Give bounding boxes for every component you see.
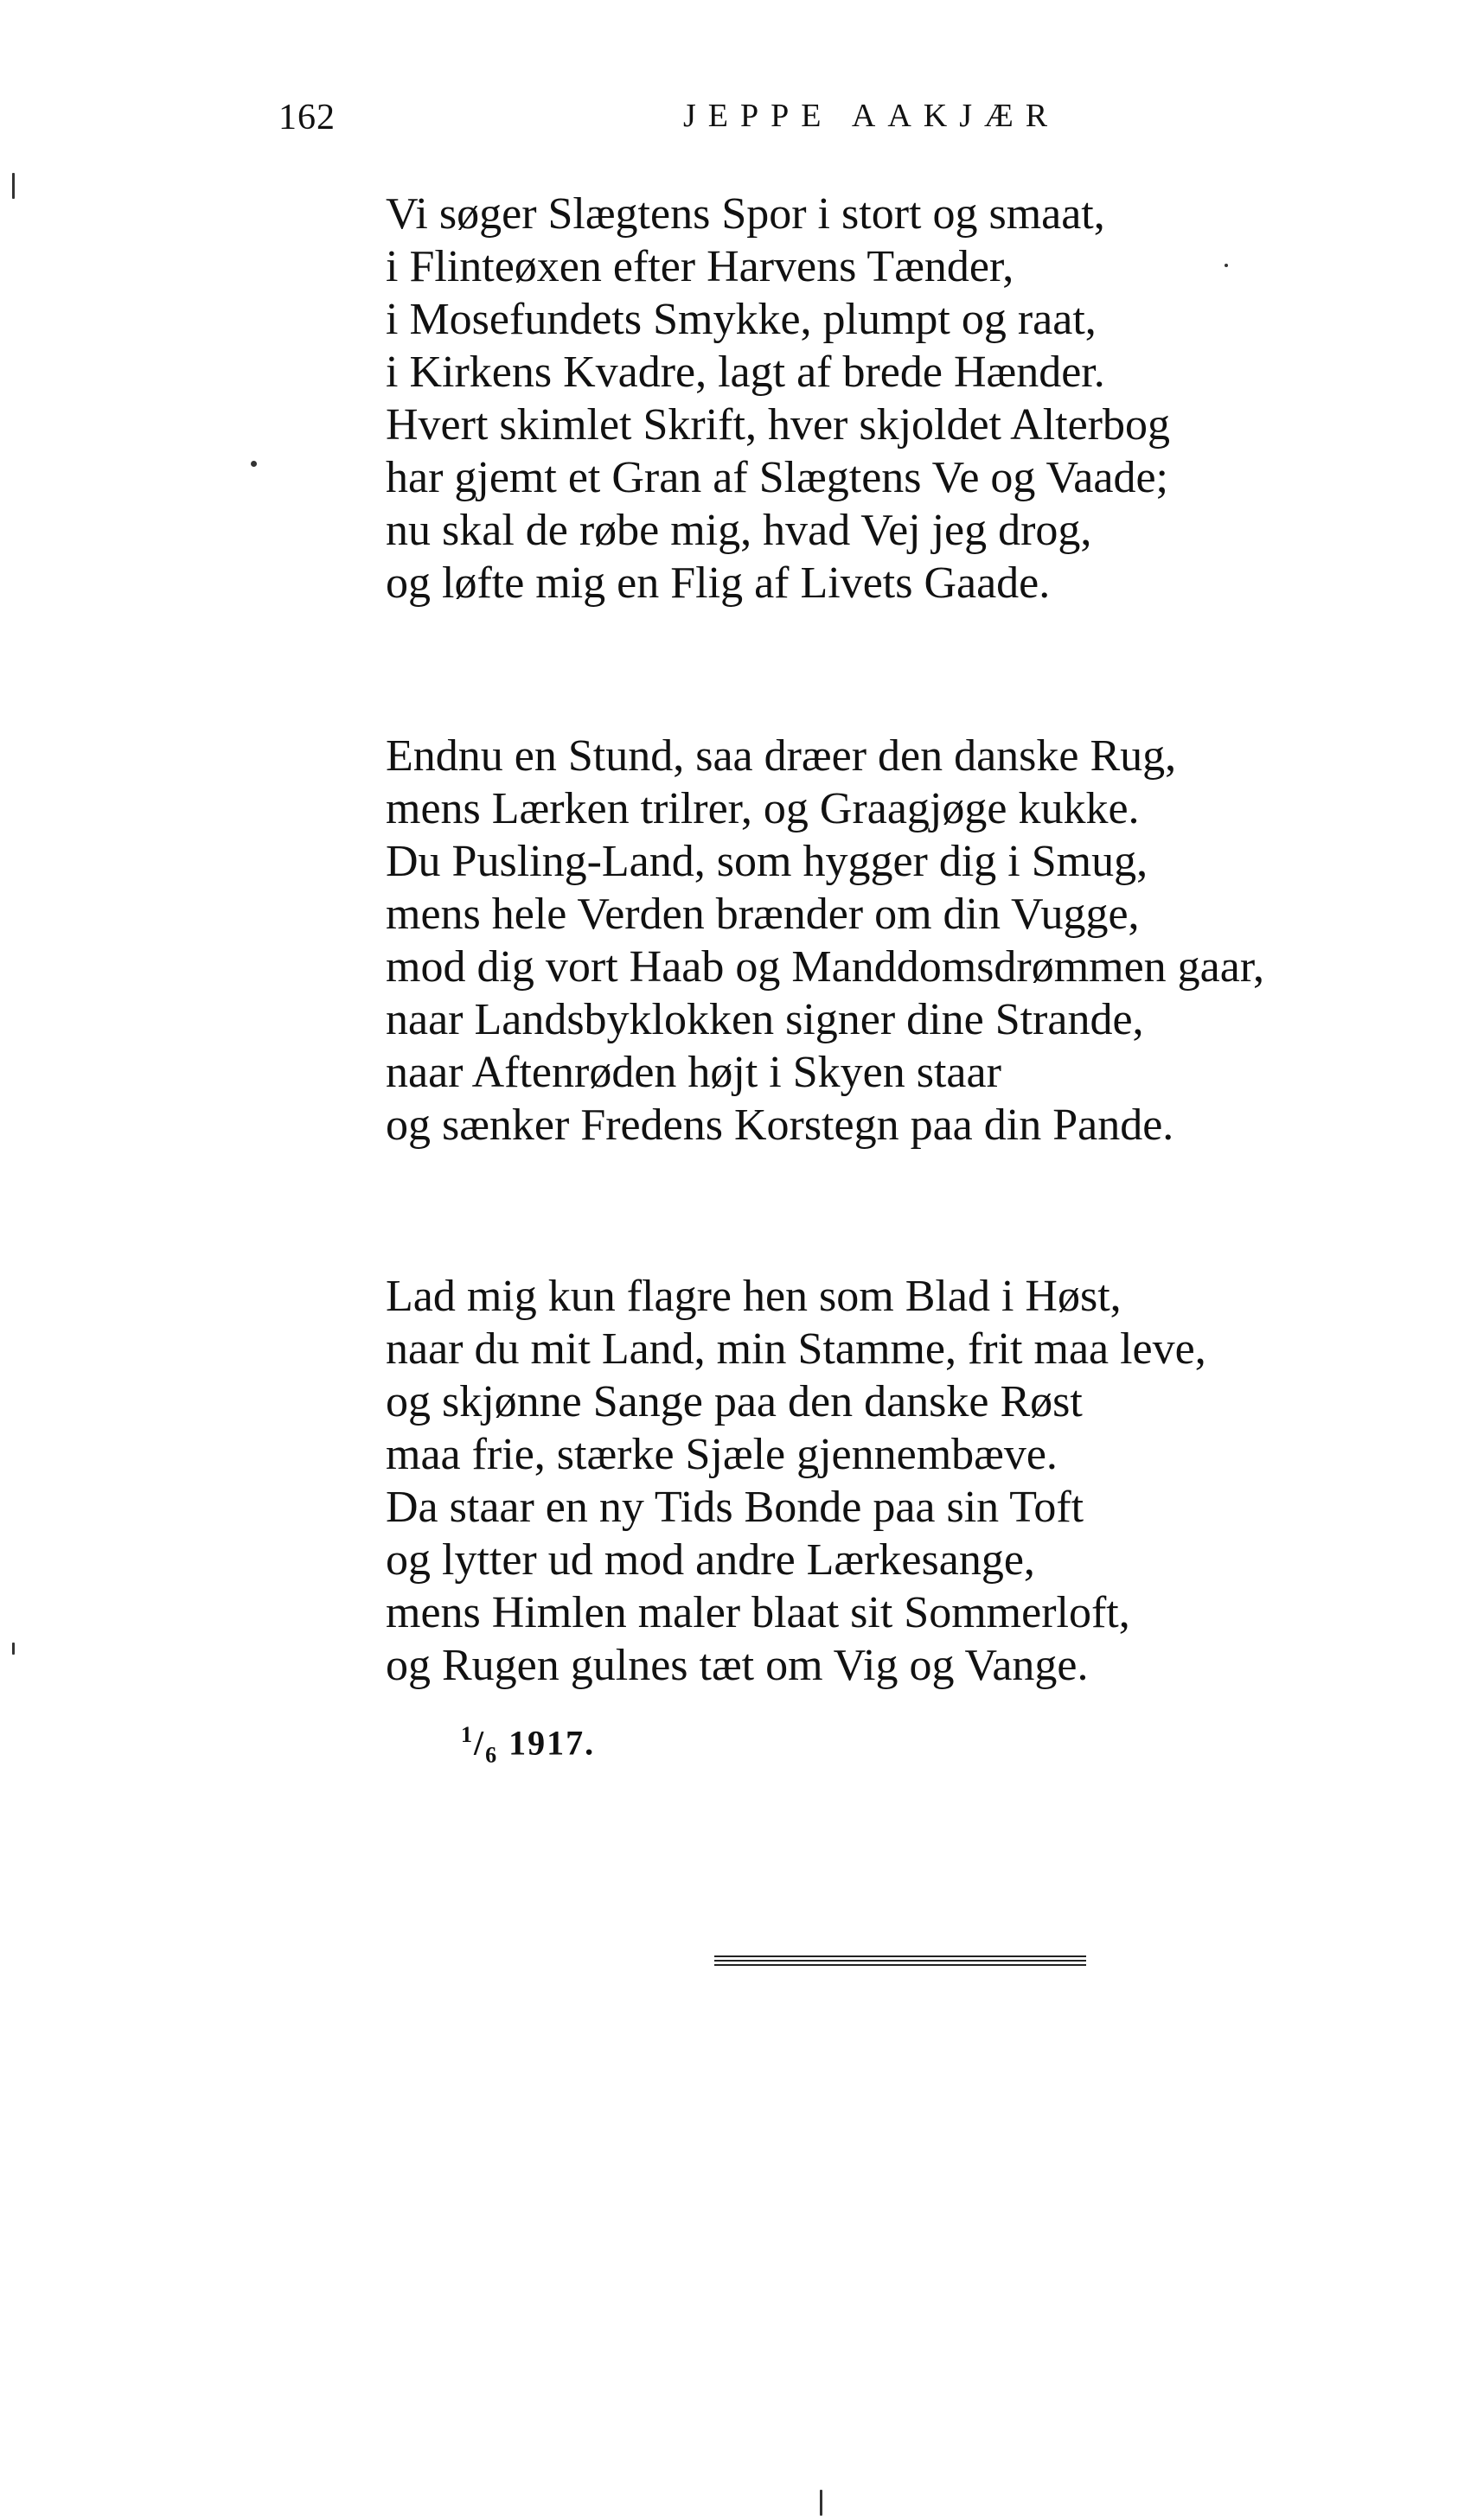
stanza-2 xyxy=(386,730,1264,1152)
poem-line: mod dig vort Haab og Manddomsdrømmen gaar, xyxy=(386,942,1265,992)
ink-speck xyxy=(12,1643,15,1655)
ink-speck xyxy=(12,173,15,199)
poem-line: naar du mit Land, min Stamme, frit maa leve, xyxy=(386,1324,1206,1374)
ink-speck xyxy=(251,461,257,467)
poem-line: Du Pusling-Land, som hygger dig i Smug, xyxy=(386,837,1148,886)
poem-line: Hvert skimlet Skrift, hver skjoldet Alterbog xyxy=(386,400,1170,450)
date-numerator: 1 xyxy=(461,1722,474,1747)
page-number: 162 xyxy=(278,98,336,137)
rule-line xyxy=(714,1964,1086,1966)
poem-line: og sænker Fredens Korstegn paa din Pande. xyxy=(386,1101,1174,1150)
rule-line xyxy=(714,1960,1086,1962)
date-year: 1917. xyxy=(508,1723,596,1763)
poem-line: Vi søger Slægtens Spor i stort og smaat, xyxy=(386,189,1105,239)
poem-line: maa frie, stærke Sjæle gjennembæve. xyxy=(386,1430,1058,1479)
end-rule xyxy=(714,1955,1086,1966)
poem-line: Endnu en Stund, saa dræer den danske Rug, xyxy=(386,731,1177,781)
poem-line: og lytter ud mod andre Lærkesange, xyxy=(386,1535,1035,1585)
stanza-1 xyxy=(386,188,1170,609)
poem-line: og Rugen gulnes tæt om Vig og Vange. xyxy=(386,1641,1089,1690)
poem-line: og løfte mig en Flig af Livets Gaade. xyxy=(386,558,1051,608)
poem-line: i Flinteøxen efter Harvens Tænder, xyxy=(386,242,1014,291)
date-denominator: 6 xyxy=(485,1742,499,1768)
poem-line: mens Himlen maler blaat sit Sommerloft, xyxy=(386,1588,1130,1637)
poem-line: mens hele Verden brænder om din Vugge, xyxy=(386,890,1140,939)
running-head: JEPPE AAKJÆR xyxy=(683,98,1060,134)
poem-line: i Kirkens Kvadre, lagt af brede Hænder. xyxy=(386,348,1105,397)
poem-line: naar Aftenrøden højt i Skyen staar xyxy=(386,1048,1001,1097)
poem-line: Lad mig kun flagre hen som Blad i Høst, xyxy=(386,1272,1122,1321)
poem-line: mens Lærken trilrer, og Graagjøge kukke. xyxy=(386,784,1140,833)
ink-speck xyxy=(1225,264,1228,267)
stanza-3 xyxy=(386,1270,1206,1692)
poem-line: i Mosefundets Smykke, plumpt og raat, xyxy=(386,295,1097,344)
poem-line: naar Landsbyklokken signer dine Strande, xyxy=(386,995,1144,1044)
poem-line: og skjønne Sange paa den danske Røst xyxy=(386,1377,1083,1426)
poem-line: har gjemt et Gran af Slægtens Ve og Vaade; xyxy=(386,453,1168,502)
ink-speck xyxy=(820,2490,822,2516)
poem-line: Da staar en ny Tids Bonde paa sin Toft xyxy=(386,1483,1084,1532)
rule-line xyxy=(714,1955,1086,1957)
poem-line: nu skal de røbe mig, hvad Vej jeg drog, xyxy=(386,506,1092,555)
poem-date: $^1/_6$ 1917. xyxy=(461,1722,596,1768)
